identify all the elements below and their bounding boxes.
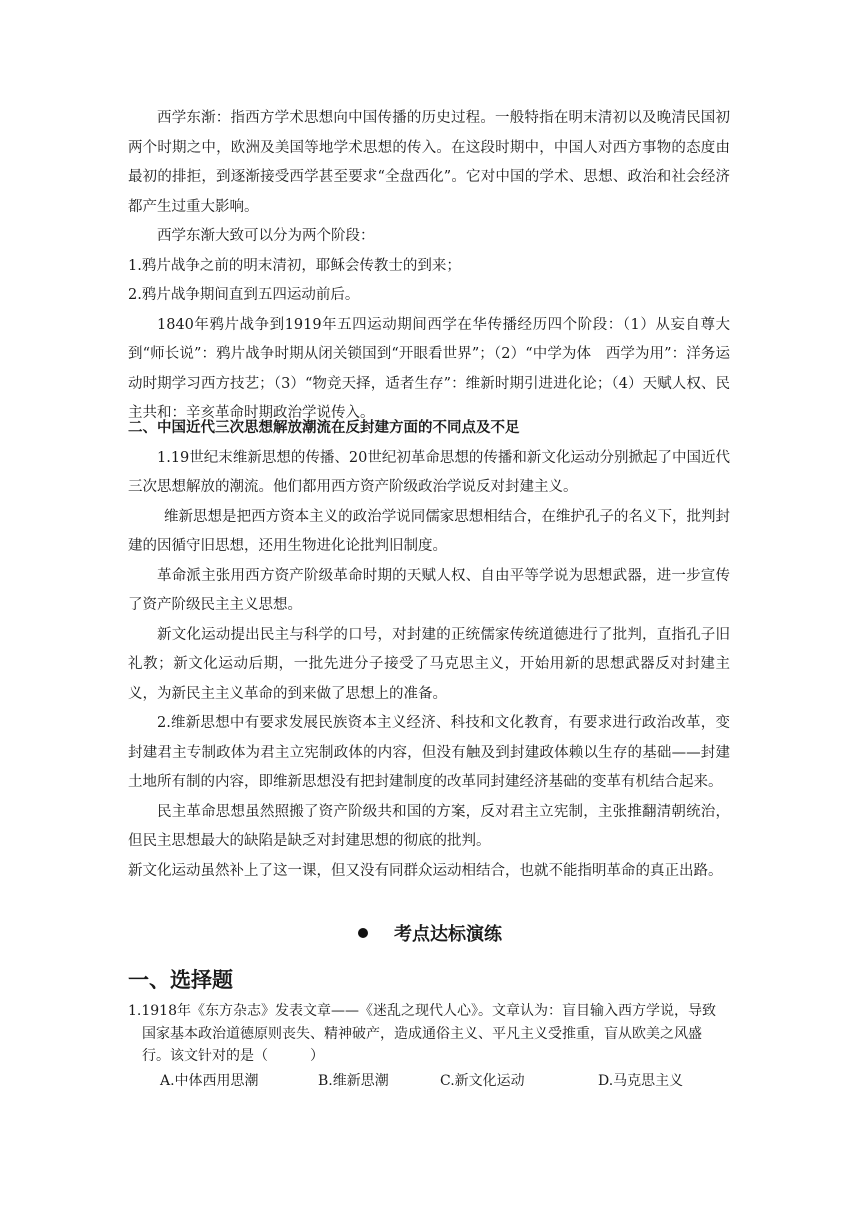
intro-stage-1: 1.鸦片战争之前的明末清初，耶稣会传教士的到来； — [128, 257, 461, 274]
section-2-paragraph-2: 维新思想是把西方资本主义的政治学说同儒家思想相结合，在维护孔子的名义下，批判封建的因循守旧思想，还用生物进化论批判旧制度。 — [128, 508, 730, 554]
section-2-paragraph-6: 民主革命思想虽然照搬了资产阶级共和国的方案，反对君主立宪制，主张推翻清朝统治，但民主思想最大的缺陷是缺乏对封建思想的彻底的批判。 — [128, 803, 730, 849]
section-2-paragraph-7: 新文化运动虽然补上了这一课，但又没有同群众运动相结合，也就不能指明革命的真正出路。 — [128, 862, 723, 879]
section-2-paragraph-1: 1.19世纪末维新思想的传播、20世纪初革命思想的传播和新文化运动分别掀起了中国近代三次思想解放的潮流。他们都用西方资产阶级政治学说反对封建主义。 — [128, 449, 730, 495]
question-1-stem: 1.1918年《东方杂志》发表文章——《迷乱之现代人心》。文章认为：盲目输入西方学说，导致国家基本政治道德原则丧失、精神破产，造成通俗主义、平凡主义受推重，盲从欧美之风盛行。该文针对的是（ ） — [128, 1003, 716, 1064]
section-2 — [128, 414, 730, 886]
bullet-icon — [358, 928, 368, 938]
option-c[interactable]: C.新文化运动 — [440, 1073, 525, 1089]
intro-paragraph-definition: 西学东渐：指西方学术思想向中国传播的历史过程。一般特指在明末清初以及晚清民国初两个时期之中，欧洲及美国等地学术思想的传入。在这段时期中，中国人对西方事物的态度由最初的排拒，到逐渐接受西学甚至要求“全盘西化”。它对中国的学术、思想、政治和社会经济都产生过重大影响。 — [128, 110, 730, 215]
choice-section-title: 一、选择题 — [128, 968, 233, 992]
exercise-title-text: 考点达标演练 — [394, 924, 502, 945]
intro-paragraph-four-stages: 1840年鸦片战争到1919年五四运动期间西学在华传播经历四个阶段：（1）从妄自尊大到“师长说”：鸦片战争时期从闭关锁国到“开眼看世界”；（2）“中学为体 西学为用”：洋务运动时期学习西方技艺；（3）“物竞天择，适者生存”：维新时期引进进化论；（4）天赋人权、民主共和：辛亥革命时期政治学说传入。 — [128, 316, 730, 421]
option-a[interactable]: A.中体西用思潮 — [160, 1073, 259, 1089]
exercise-title — [0, 920, 860, 946]
section-2-heading: 二、中国近代三次思想解放潮流在反封建方面的不同点及不足 — [128, 420, 520, 436]
intro-paragraph-stages: 西学东渐大致可以分为两个阶段： — [157, 228, 375, 244]
section-2-paragraph-5: 2.维新思想中有要求发展民族资本主义经济、科技和文化教育，有要求进行政治改革，变封建君主专制政体为君主立宪制政体的内容，但没有触及到封建政体赖以生存的基础——封建土地所有制的内容，即维新思想没有把封建制度的改革同封建经济基础的变革有机结合起来。 — [128, 715, 730, 790]
section-2-paragraph-4: 新文化运动提出民主与科学的口号，对封建的正统儒家传统道德进行了批判，直指孔子旧礼教；新文化运动后期，一批先进分子接受了马克思主义，开始用新的思想武器反对封建主义，为新民主主义革命的到来做了思想上的准备。 — [128, 626, 730, 702]
section-2-paragraph-3: 革命派主张用西方资产阶级革命时期的天赋人权、自由平等学说为思想武器，进一步宣传了资产阶级民主主义思想。 — [128, 567, 730, 613]
intro-section — [128, 104, 730, 429]
option-b[interactable]: B.维新思潮 — [318, 1073, 389, 1089]
option-d[interactable]: D.马克思主义 — [598, 1073, 684, 1089]
intro-stage-2: 2.鸦片战争期间直到五四运动前后。 — [128, 287, 360, 303]
question-1 — [128, 1000, 728, 1068]
